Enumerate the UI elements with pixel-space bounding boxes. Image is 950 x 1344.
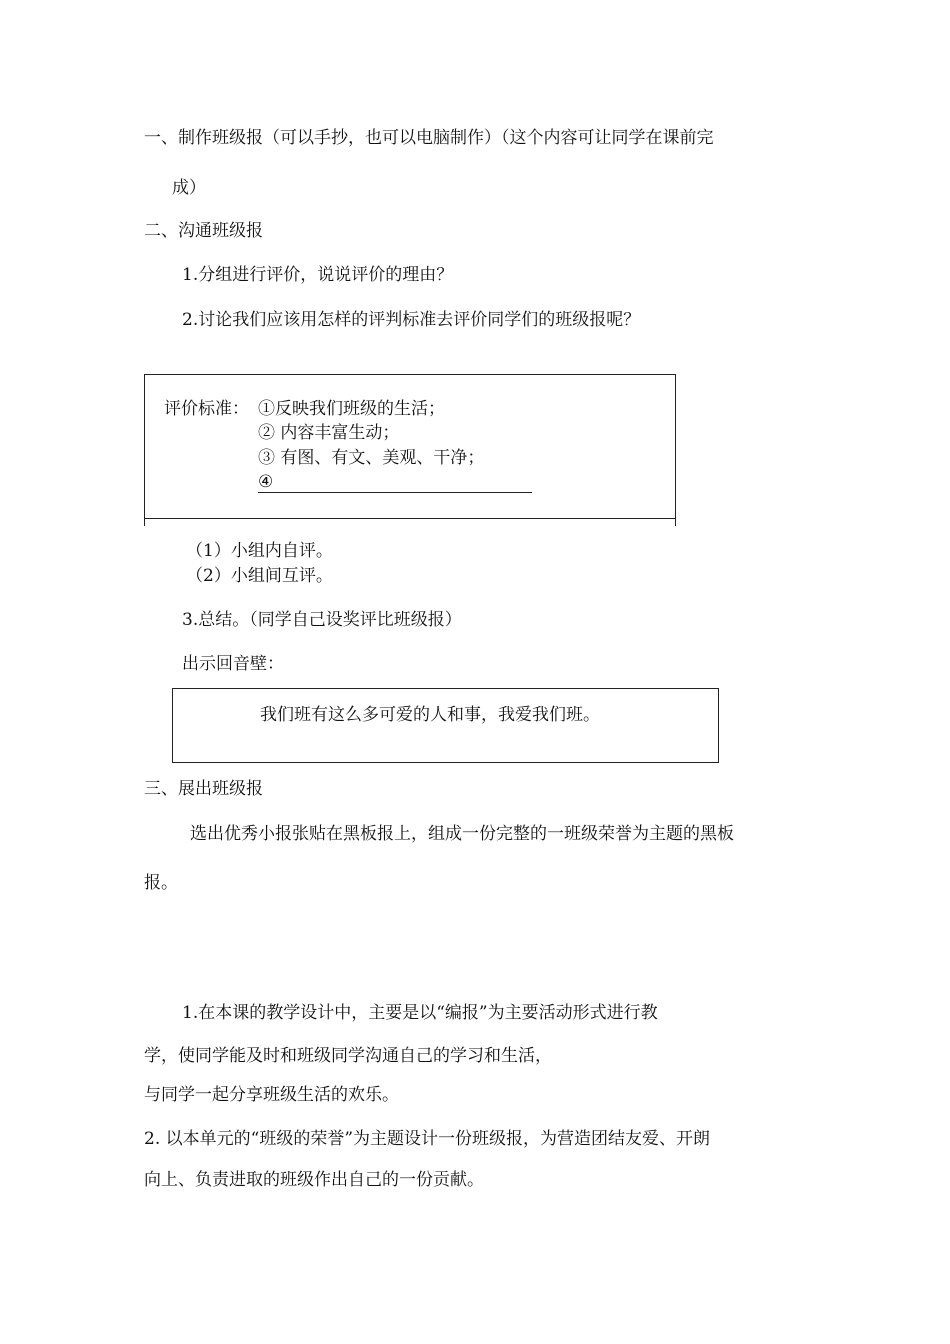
section2-sub1: （1）小组内自评。 xyxy=(186,541,333,561)
section3-line1: 选出优秀小报张贴在黑板报上，组成一份完整的一班级荣誉为主题的黑板 xyxy=(190,824,734,844)
echo-wall-label: 出示回音壁： xyxy=(182,654,284,674)
section3-title: 三、展出班级报 xyxy=(144,779,263,799)
reflection-p1-line3: 与同学一起分享班级生活的欢乐。 xyxy=(144,1085,399,1105)
criteria-blank-line xyxy=(258,492,532,493)
echo-wall-text: 我们班有这么多可爱的人和事，我爱我们班。 xyxy=(260,705,600,725)
reflection-p1-line1: 1.在本课的教学设计中，主要是以“编报”为主要活动形式进行教 xyxy=(182,1003,658,1023)
section2-item2: 2.讨论我们应该用怎样的评判标准去评价同学们的班级报呢？ xyxy=(182,310,641,330)
reflection-p2-line2: 向上、负责进取的班级作出自己的一份贡献。 xyxy=(144,1170,484,1190)
reflection-p1-line2: 学，使同学能及时和班级同学沟通自己的学习和生活， xyxy=(144,1046,552,1066)
criteria-item-1: ①反映我们班级的生活； xyxy=(258,399,445,419)
section1-line2: 成） xyxy=(172,178,206,198)
section2-item1: 1.分组进行评价，说说评价的理由？ xyxy=(182,265,454,285)
section2-item3: 3.总结。（同学自己设奖评比班级报） xyxy=(182,610,462,630)
criteria-box-bottom xyxy=(144,518,676,526)
section3-line2: 报。 xyxy=(144,873,178,893)
criteria-item-4: ④ xyxy=(258,472,274,492)
section1-line1: 一、制作班级报（可以手抄，也可以电脑制作）（这个内容可让同学在课前完 xyxy=(144,128,714,148)
criteria-item-2: ② 内容丰富生动； xyxy=(258,423,400,443)
section2-sub2: （2）小组间互评。 xyxy=(186,566,333,586)
criteria-item-3: ③ 有图、有文、美观、干净； xyxy=(258,448,485,468)
reflection-p2-line1: 2. 以本单元的“班级的荣誉”为主题设计一份班级报，为营造团结友爱、开朗 xyxy=(144,1129,711,1149)
criteria-label: 评价标准： xyxy=(164,399,249,419)
section2-title: 二、沟通班级报 xyxy=(144,221,263,241)
